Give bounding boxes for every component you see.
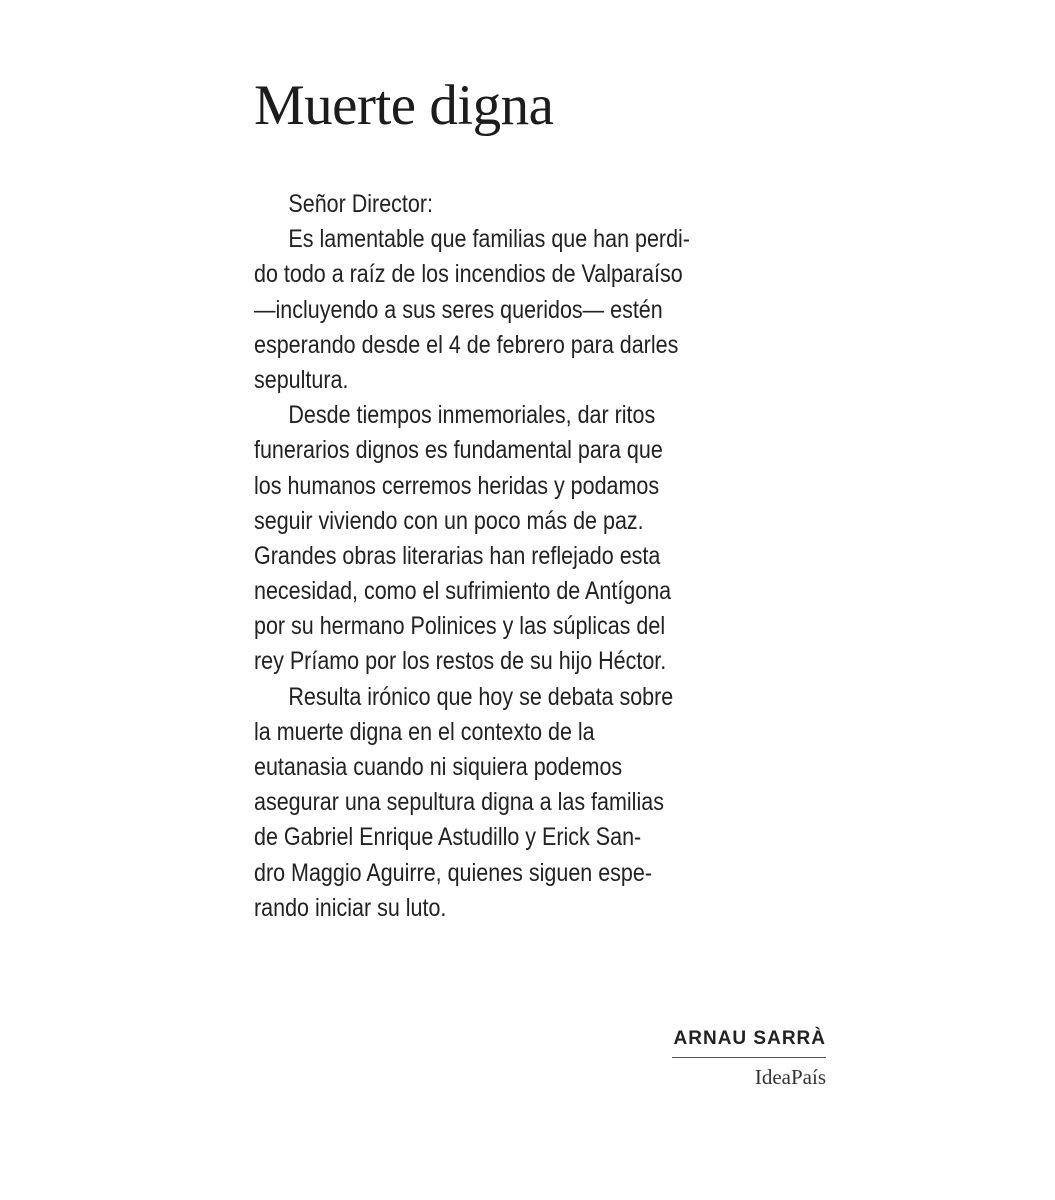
paragraph-line: Resulta irónico que hoy se debata sobre [288, 682, 674, 711]
paragraph-line: funerarios dignos es fundamental para que [254, 436, 663, 465]
paragraph-line: los humanos cerremos heridas y podamos [254, 471, 660, 500]
paragraph-line: do todo a raíz de los incendios de Valparaíso [254, 260, 683, 289]
paragraph-line: Es lamentable que familias que han perdi- [288, 225, 690, 254]
paragraph-line: por su hermano Polinices y las súplicas del [254, 612, 666, 641]
paragraph-line: rey Príamo por los restos de su hijo Héctor. [254, 647, 667, 676]
paragraph-line: eutanasia cuando ni siquiera podemos [254, 753, 623, 781]
paragraph-line: Señor Director: [288, 190, 433, 218]
paragraph-line: esperando desde el 4 de febrero para darles [254, 330, 679, 359]
paragraph-line: la muerte digna en el contexto de la [254, 717, 595, 746]
paragraph-line: rando iniciar su luto. [254, 893, 447, 922]
paragraph-line: dro Maggio Aguirre, quienes siguen espe- [254, 858, 653, 887]
paragraph-line: sepultura. [254, 365, 349, 394]
paragraph-line: Desde tiempos inmemoriales, dar ritos [288, 401, 656, 430]
paragraph-line: necesidad, como el sufrimiento de Antígona [254, 577, 672, 606]
paragraph-line: asegurar una sepultura digna a las familias [254, 788, 664, 817]
paragraph-line: —incluyendo a sus seres queridos— estén [254, 295, 663, 324]
paragraph-line: seguir viviendo con un poco más de paz. [254, 506, 644, 535]
paragraph-line: de Gabriel Enrique Astudillo y Erick San- [254, 823, 642, 852]
paragraph-line: Grandes obras literarias han reflejado esta [254, 541, 661, 570]
letter-body [254, 187, 854, 926]
author-organization: IdeaPaís [754, 1065, 826, 1089]
signature-block [254, 1024, 826, 1092]
headline: Muerte digna [254, 74, 554, 137]
author-name: ARNAU SARRÀ [672, 1024, 826, 1058]
